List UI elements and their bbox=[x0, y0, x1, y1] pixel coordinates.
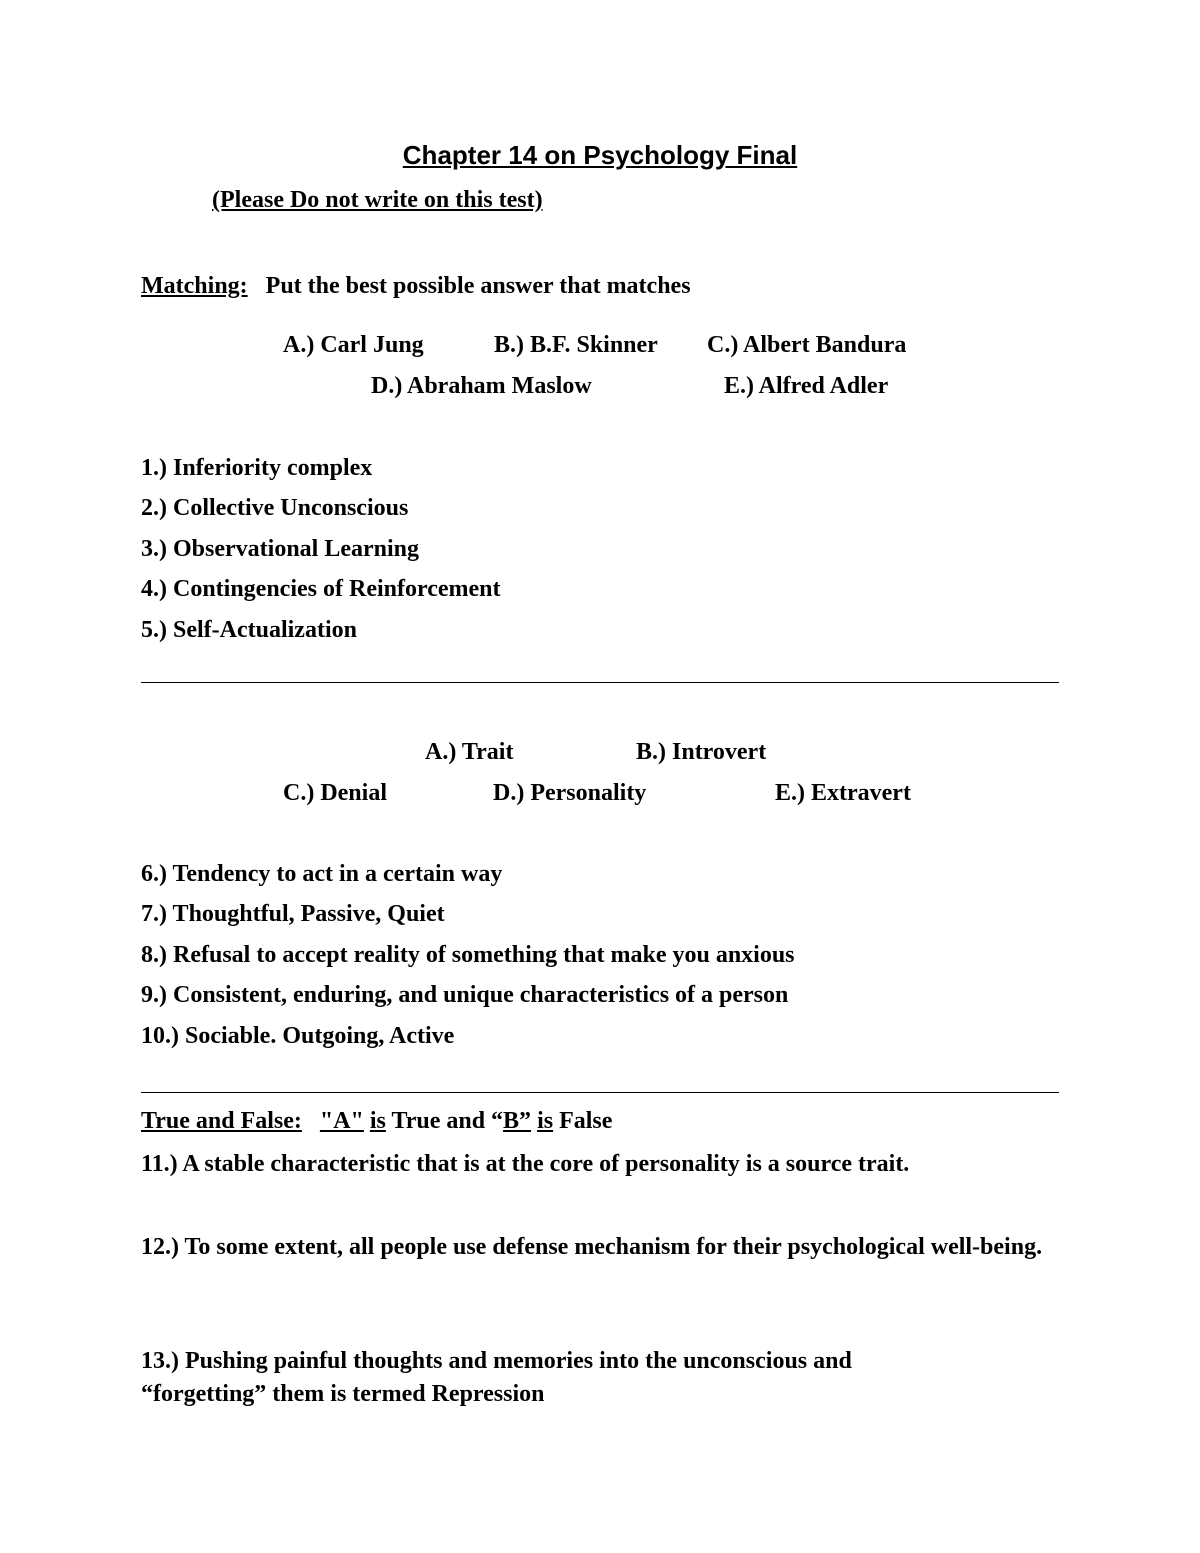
question-12: 12.) To some extent, all people use defense mechanism for their psychological well-being. bbox=[141, 1234, 1043, 1260]
true-false-label: True and False: bbox=[141, 1108, 302, 1134]
matching-instruction: Put the best possible answer that matches bbox=[265, 273, 691, 299]
option-c-set1: C.) Albert Bandura bbox=[707, 332, 907, 358]
matching-label: Matching: bbox=[141, 273, 248, 299]
question-13: 13.) Pushing painful thoughts and memories into the unconscious and “forgetting” them is termed Repression bbox=[141, 1348, 852, 1407]
option-b-set1: B.) B.F. Skinner bbox=[494, 332, 658, 358]
answer-b-key: B” bbox=[503, 1108, 532, 1134]
is-word-1: is bbox=[369, 1108, 386, 1134]
answer-a-key: "A" bbox=[319, 1108, 364, 1134]
question-4: 4.) Contingencies of Reinforcement bbox=[141, 576, 501, 602]
question-3: 3.) Observational Learning bbox=[141, 536, 420, 562]
question-7: 7.) Thoughtful, Passive, Quiet bbox=[141, 901, 445, 927]
matching-heading bbox=[141, 273, 691, 300]
option-e-set1: E.) Alfred Adler bbox=[724, 373, 889, 399]
question-2: 2.) Collective Unconscious bbox=[141, 495, 409, 521]
question-5: 5.) Self-Actualization bbox=[141, 617, 357, 643]
question-10: 10.) Sociable. Outgoing, Active bbox=[141, 1023, 455, 1049]
page-title: Chapter 14 on Psychology Final bbox=[402, 140, 798, 170]
question-1: 1.) Inferiority complex bbox=[141, 455, 373, 481]
option-d-set2: D.) Personality bbox=[493, 780, 647, 806]
option-a-set1: A.) Carl Jung bbox=[283, 332, 424, 358]
page-subtitle: (Please Do not write on this test) bbox=[212, 187, 543, 213]
question-9: 9.) Consistent, enduring, and unique characteristics of a person bbox=[141, 982, 789, 1008]
false-text: False bbox=[559, 1108, 613, 1134]
is-word-2: is bbox=[537, 1108, 554, 1134]
option-a-set2: A.) Trait bbox=[425, 739, 514, 765]
option-d-set1: D.) Abraham Maslow bbox=[371, 373, 592, 399]
section-divider-2 bbox=[141, 1092, 1059, 1093]
true-false-heading bbox=[141, 1108, 612, 1135]
option-e-set2: E.) Extravert bbox=[775, 780, 911, 806]
true-text: True and “ bbox=[391, 1108, 504, 1134]
question-6: 6.) Tendency to act in a certain way bbox=[141, 861, 503, 887]
option-b-set2: B.) Introvert bbox=[636, 739, 767, 765]
section-divider-1 bbox=[141, 682, 1059, 683]
option-c-set2: C.) Denial bbox=[283, 780, 387, 806]
question-11: 11.) A stable characteristic that is at the core of personality is a source trait. bbox=[141, 1151, 910, 1177]
question-8: 8.) Refusal to accept reality of something that make you anxious bbox=[141, 942, 795, 968]
